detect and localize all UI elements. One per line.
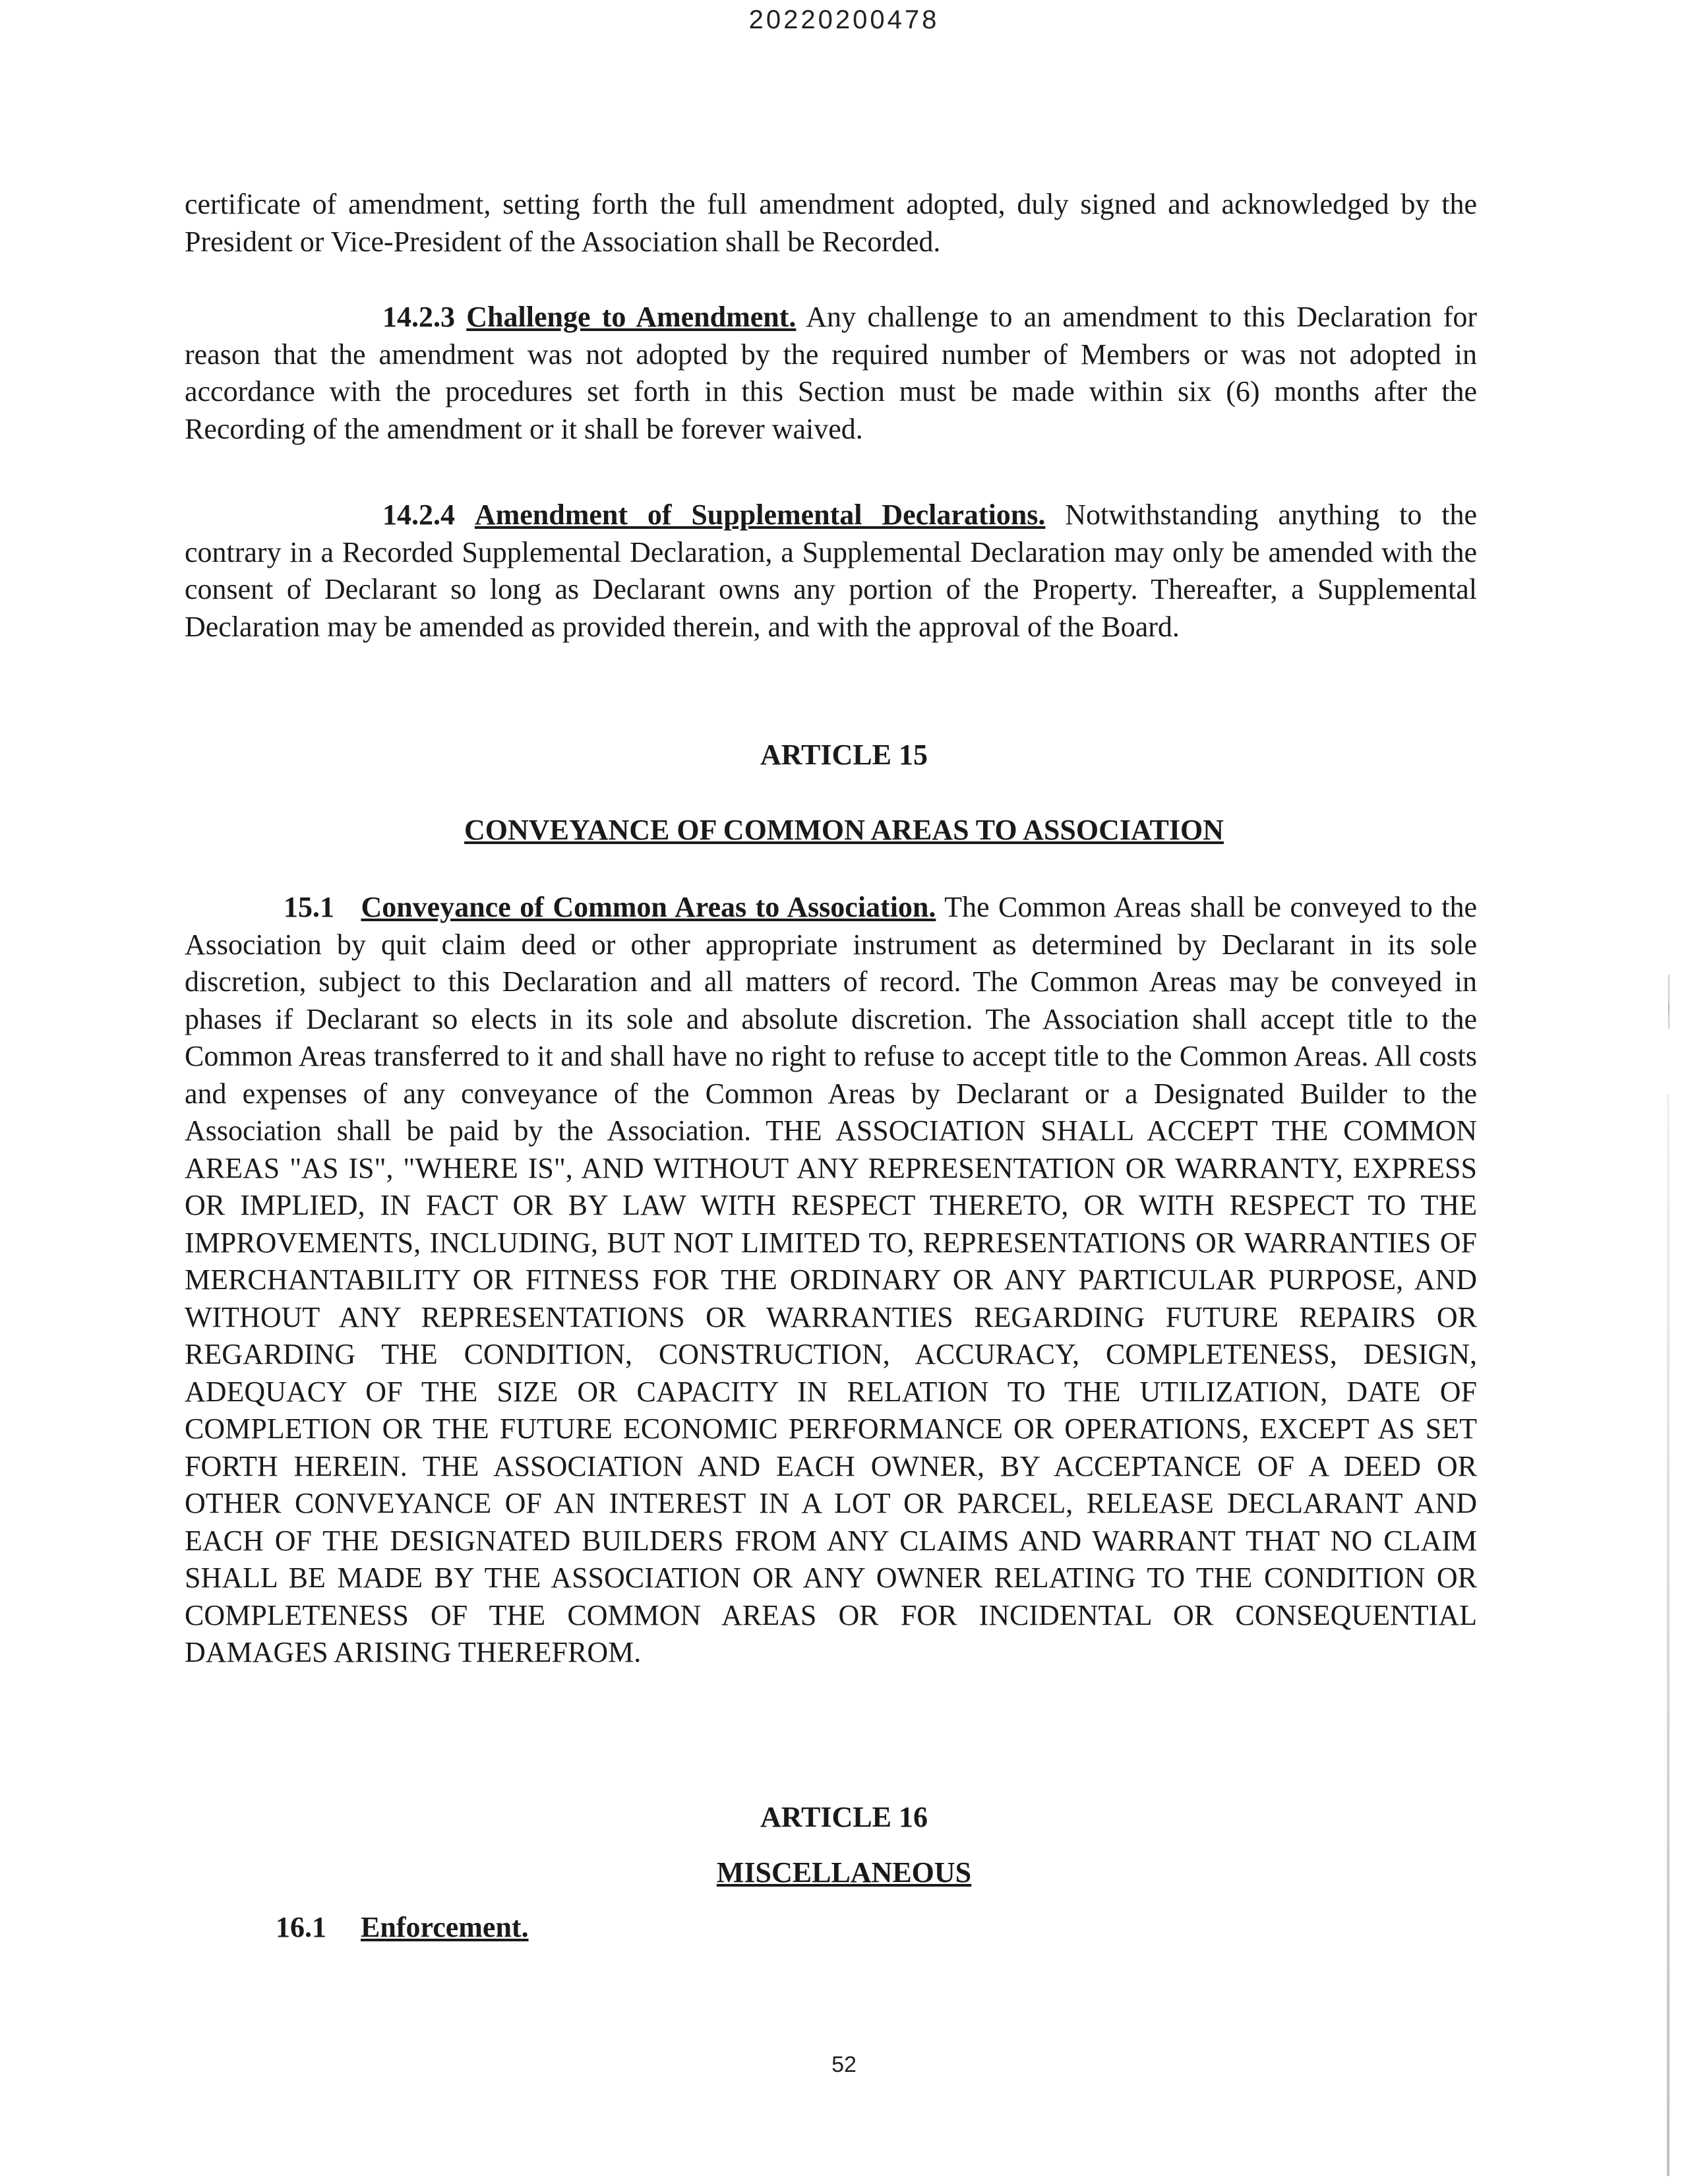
scan-artifact: [1668, 1002, 1670, 1029]
section-14-2-3: [185, 299, 1477, 448]
article-15-heading: ARTICLE 15: [760, 739, 928, 771]
article-15-title: [0, 812, 1688, 849]
paragraph-continuation: certificate of amendment, setting forth the full amendment adopted, duly signed and acknowledged by the President or Vice-President of the Association shall be Recorded.: [185, 188, 1477, 258]
article-16-heading: ARTICLE 16: [760, 1801, 928, 1833]
section-16-1: [276, 1909, 529, 1946]
section-title: Enforcement.: [361, 1911, 529, 1943]
section-15-1: [185, 889, 1477, 1672]
section-title: Challenge to Amendment.: [466, 301, 797, 333]
section-number: 14.2.3: [382, 301, 455, 333]
document-number: 20220200478: [748, 5, 940, 34]
section-text: Notwithstanding anything to the contrary in a Recorded Supplemental Declaration, a Supplemental Declaration may only be amended with the consent of Declarant so long as Declarant owns any portion of the Property. Thereafter, a Supplemental Declaration may be amended as provided therein, and with the approval of the Board.: [185, 499, 1477, 643]
section-text: Any challenge to an amendment to this Declaration for reason that the amendment was not adopted by the required number of Members or was not adopted in accordance with the procedures set forth in this Section must be made within six (6) months after the Recording of the amendment or it shall be forever waived.: [185, 301, 1478, 445]
scan-edge-artifact: [1667, 1095, 1670, 2176]
section-text: The Common Areas shall be conveyed to the Association by quit claim deed or other appropriate instrument as determined by Declarant in its sole discretion, subject to this Declaration and all matters of record. The Common Areas may be conveyed in phases if Declarant so elects in its sole and absolute discretion. The Association shall accept title to the Common Areas transferred to it and shall have no right to refuse to accept title to the Common Areas. All costs and expenses of any conveyance of the Common Areas by Declarant or a Designated Builder to the Association shall be paid by the Association. THE ASSOCIATION SHALL ACCEPT THE COMMON AREAS "AS IS", "WHERE IS", AND WITHOUT ANY REPRESENTATION OR WARRANTY, EXPRESS OR IMPLIED, IN FACT OR BY LAW WITH RESPECT THERETO, OR WITH RESPECT TO THE IMPROVEMENTS, INCLUDING, BUT NOT LIMITED TO, REPRESENTATIONS OR WARRANTIES OF MERCHANTABILITY OR FITNESS FOR THE ORDINARY OR ANY PARTICULAR PURPOSE, AND WITHOUT ANY REPRESENTATIONS OR WARRANTIES REGARDING FUTURE REPAIRS OR REGARDING THE CONDITION, CONSTRUCTION, ACCURACY, COMPLETENESS, DESIGN, ADEQUACY OF THE SIZE OR CAPACITY IN RELATION TO THE UTILIZATION, DATE OF COMPLETION OR THE FUTURE ECONOMIC PERFORMANCE OR OPERATIONS, EXCEPT AS SET FORTH HEREIN. THE ASSOCIATION AND EACH OWNER, BY ACCEPTANCE OF A DEED OR OTHER CONVEYANCE OF AN INTEREST IN A LOT OR PARCEL, RELEASE DECLARANT AND EACH OF THE DESIGNATED BUILDERS FROM ANY CLAIMS AND WARRANT THAT NO CLAIM SHALL BE MADE BY THE ASSOCIATION OR ANY OWNER RELATING TO THE CONDITION OR COMPLETENESS OF THE COMMON AREAS OR FOR INCIDENTAL OR CONSEQUENTIAL DAMAGES ARISING THEREFROM.: [185, 891, 1477, 1668]
article-16-title-text: MISCELLANEOUS: [716, 1856, 972, 1889]
section-title: Conveyance of Common Areas to Association.: [361, 891, 936, 923]
section-number: 16.1: [276, 1911, 326, 1943]
section-number: 14.2.4: [382, 499, 455, 531]
section-14-2-4: [185, 497, 1477, 646]
article-15-title-text: CONVEYANCE OF COMMON AREAS TO ASSOCIATION: [464, 814, 1224, 846]
article-16-title: [0, 1854, 1688, 1891]
section-number: 15.1: [284, 891, 334, 923]
page-number: 52: [831, 2052, 857, 2077]
section-title: Amendment of Supplemental Declarations.: [474, 499, 1046, 531]
